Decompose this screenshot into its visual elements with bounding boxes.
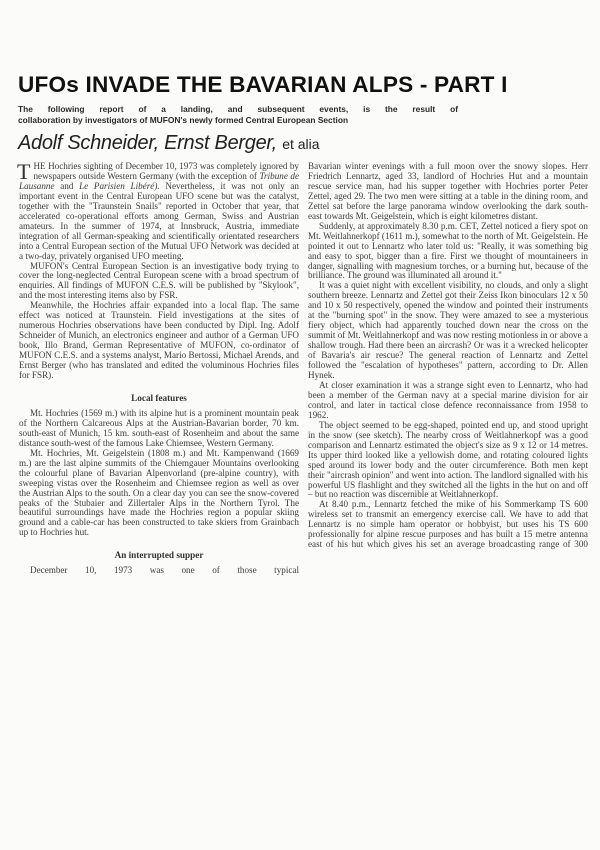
paragraph: Mt. Hochries (1569 m.) with its alpine hut is a prominent mountain peak of the Northern Calcareous Alps at the Austrian-Bavarian border, 70 km. south-east of Munich, 15 km. south-east of Rosenheim and about the same distance south-west of the famous Lake Chiemsee, Western Germany. [19,407,299,448]
text-run: and [54,180,80,191]
paragraph: Bavarian winter evenings with a full moon over the snowy slopes. Herr Friedrich Lennartz, aged 33, landlord of Hochries Hut and a mountain rescue service man, had his supper together with Hochries porter Peter Zettel, aged 29. The two men were sitting at a table in the dining room, and Zettel sat before the large panorama window overlooking the dark south-east towards Mt. Geigelstein, which is eight kilometres distant. [308,161,588,221]
standfirst [18,104,458,126]
byline-authors: Adolf Schneider, Ernst Berger, [18,132,277,154]
italic-text: Le Parisien Libéré). [79,180,160,191]
paragraph: At 8.40 p.m., Lennartz fetched the mike of his Sommerkamp TS 600 wireless set to transmit an emergency exercise call. We have to add that Lennartz is no simple ham operator or hobbyist, but uses his TS 600 professionally for alpine rescue purposes and has built a 15 metre antenna east of his hut which gives his set an average broadcasting range of 300 [308,499,588,550]
byline-et-alia: et alia [282,136,320,152]
paragraph: At closer examination it was a strange sight even to Lennartz, who had been a member of the German navy at a special marine division for air control, and later in tactical close defence reconnaissance from 1958 to 1962. [308,379,588,420]
paragraph: The object seemed to be egg-shaped, pointed end up, and stood upright in the snow (see sketch). The nearby cross of Weitlahnerkopf was a good comparison and Lennartz estimated the object's size as 9 x 12 or 14 metres. Its upper third looked like a yellowish dome, and rotating coloured lights sped around its lower body and the outer circumference. Both men kept their "aircrash opinion" and went into action. The landlord signalled with his powerful US flashlight and they switched all the lights in the hut on and off – but no reaction was discernible at Weitlahnerkopf. [308,419,588,500]
drop-cap: T [17,159,31,184]
text-run: HE Hochries sighting of December 10, 1973 was completely ignored by newspapers outside Western Germany (with the exception of [33,161,299,181]
paragraph: It was a quiet night with excellent visibility, no clouds, and only a slight southern breeze. Lennartz and Zettel got their Zeiss Ikon binoculars 12 x 50 and 10 x 50 respectively, opened the window and pointed their instruments at the "burning spot" in the snow. They were amazed to see a mysterious fiery object, which had apparently touched down near the cross on the summit of Mt. Weitlahnerkopf and was now resting motionless in or above a shallow trough. Had there been an aircrash? Or was it a wrecked helicopter of Bavaria's air rescue? The general reaction of Lennartz and Zettel followed the "escalation of hypotheses" pattern, according to Dr. Allen Hynek. [308,280,588,381]
paragraph: Suddenly, at approximately 8.30 p.m. CET, Zettel noticed a fiery spot on Mt. Weitlahnerkopf (1611 m.), somewhat to the north of Mt. Geigelstein. He pointed it out to Lennartz who later told us: "Really, it was something big and easy to spot, bigger than a fire. First we thought of mountaineers in danger, signalling with magnesium torches, or a burning hut, because of the brilliance. The ground was illuminated all around it." [308,220,588,281]
paragraph: MUFON's Central European Section is an investigative body trying to cover the long-neglected Central European scene with a broad spectrum of enquiries. All findings of MUFON C.E.S. will be published by "Skylook", and the most interesting items also by FSR. [19,260,299,301]
paragraph: December 10, 1973 was one of those typical [30,565,299,576]
subheading: Local features [131,392,187,403]
italic-text: Tribune de Lausanne [19,170,299,191]
paragraph: Meanwhile, the Hochries affair expanded into a local flap. The same effect was noticed at Traunstein. Field investigations at the sites of numerous Hochries observations have been conducted by Dipl. Ing. Adolf Schneider of Munich, an electronics engineer and author of a German UFO book, Illo Brand, German Representative of MUFON, co-ordinator of MUFON C.E.S. and a systems analyst, Mario Bertossi, Michael Arends, and Ernst Berger (who has translated and edited the voluminous Hochries files for FSR). [19,300,299,381]
subheading: An interrupted supper [114,550,204,561]
paragraph: Mt. Hochries, Mt. Geigelstein (1808 m.) and Mt. Kampenwand (1669 m.) are the last alpine summits of the Chiemgauer Mountains overlooking the colourful plane of Bavarian Alpenvorland (pre-alpine country), with sweeping vistas over the Rosenheim and Chiemsee region as well as over the Austrian Alps to the south. On a clear day you can see the snow-covered peaks of the Stubaier and Zillertaler Alps in the Northern Tyrol. The beautiful surroundings have made the Hochries region a popular skiing ground and a cable-car has been constructed to take skiers from Grainbach up to Hochries hut. [19,447,299,538]
right-column [308,162,588,550]
byline [18,131,320,156]
standfirst-line-1: The following report of a landing, and subsequent events, is the result of [18,104,458,114]
paragraph [17,159,299,262]
left-column [17,159,299,576]
article-title: UFOs INVADE THE BAVARIAN ALPS - PART I [18,72,508,97]
standfirst-line-2: collaboration by investigators of MUFON's newly formed Central European Section [18,115,349,125]
text-run: Nevertheless, it was not only an important event in the Central European UFO scene but was the catalyst, together with the "Traunstein Snails" reported in October that year, that accelerated co-operational efforts among German, Swiss and Austrian amateurs. In the summer of 1974, at Innsbruck, Austria, immediate integration of all German-speaking and scientifically orientated researchers into a Central European section of the Mutual UFO Network was decided at a two-day, privately organised UFO meeting. [19,180,299,261]
